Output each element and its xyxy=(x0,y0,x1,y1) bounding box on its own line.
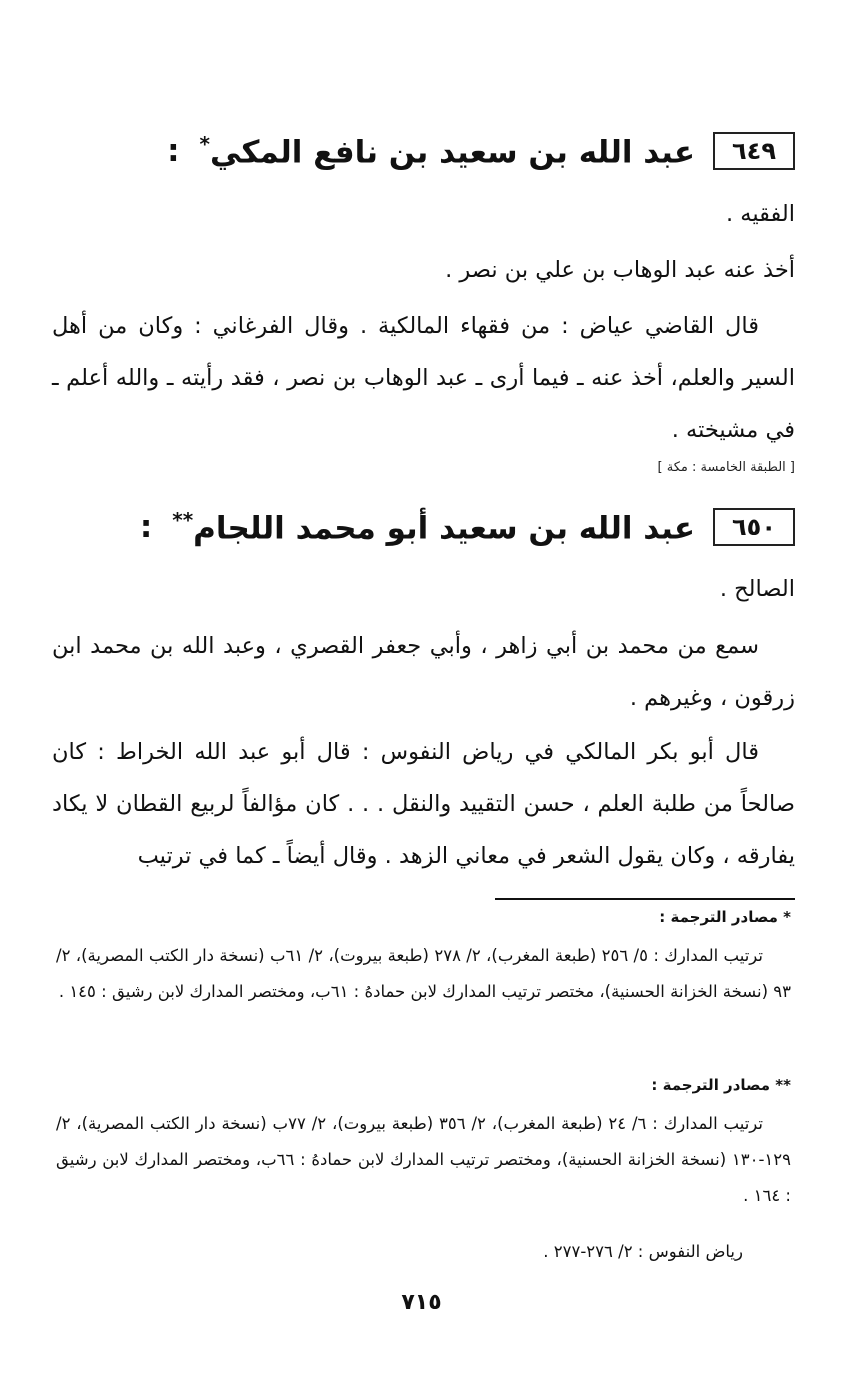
entry-number-box: ٦٥٠ xyxy=(713,508,795,546)
footnote-heading: * مصادر الترجمة : xyxy=(659,908,791,926)
entry-title: عبد الله بن سعيد أبو محمد اللجام** xyxy=(172,508,695,547)
footnote-marker: ** xyxy=(172,508,194,532)
entry-title: عبد الله بن سعيد بن نافع المكي* xyxy=(199,132,695,171)
footnote-text: ترتيب المدارك : ٥/ ٢٥٦ (طبعة المغرب)، ٢/ ٢٧٨ (طبعة بيروت)، ٢/ ٦١ب (نسخة دار الكتب المصرية)، ٢/ ٩٣ (نسخة الخزانة الحسنية)، مختصر ترتيب المدارك لابن حمادهُ : ٦١ب، ومختصر المدارك لابن رشيق : ١٤٥ . xyxy=(56,946,791,1001)
footnote-text: ترتيب المدارك : ٦/ ٢٤ (طبعة المغرب)، ٢/ ٣٥٦ (طبعة بيروت)، ٢/ ٧٧ب (نسخة دار الكتب المصرية)، ٢/ ١٢٩-١٣٠ (نسخة الخزانة الحسنية)، ومختصر ترتيب المدارك لابن حمادهُ : ٦٦ب، ومختصر المدارك لابن رشيق : ١٦٤ . xyxy=(56,1114,791,1205)
entry-heading-649 xyxy=(60,132,795,170)
entry-paragraph: قال أبو بكر المالكي في رياض النفوس : قال أبو عبد الله الخراط : كان صالحاً من طلبة العلم ، حسن التقييد والنقل . . . كان مؤالفاً لربيع القطان لا يكاد يفارقه ، وكان يقول الشعر في معاني الزهد . وقال أيضاً ـ كما في ترتيب xyxy=(52,739,795,869)
entry-description: الفقيه . xyxy=(725,201,795,227)
entry-colon: : xyxy=(167,133,180,170)
footnote-separator xyxy=(495,898,795,900)
entry-colon: : xyxy=(139,509,153,546)
footnote-heading: ** مصادر الترجمة : xyxy=(651,1076,791,1094)
entry-line: أخذ عنه عبد الوهاب بن علي بن نصر . xyxy=(445,257,795,283)
entry-number-box: ٦٤٩ xyxy=(713,132,795,170)
category-tag: [ الطبقة الخامسة : مكة ] xyxy=(657,460,795,475)
footnote-marker: * xyxy=(199,132,210,156)
entry-paragraph: سمع من محمد بن أبي زاهر ، وأبي جعفر القصري ، وعبد الله بن محمد ابن زرقون ، وغيرهم . xyxy=(52,633,795,711)
entry-heading-650 xyxy=(60,508,795,546)
entry-description: الصالح . xyxy=(719,576,795,602)
footnote-text: رياض النفوس : ٢/ ٢٧٦-٢٧٧ . xyxy=(543,1242,743,1261)
page-number: ٧١٥ xyxy=(401,1290,442,1315)
entry-paragraph: قال القاضي عياض : من فقهاء المالكية . وقال الفرغاني : وكان من أهل السير والعلم، أخذ عنه ـ فيما أرى ـ عبد الوهاب بن نصر ، فقد رأيته ـ والله أعلم ـ في مشيخته . xyxy=(52,313,795,443)
